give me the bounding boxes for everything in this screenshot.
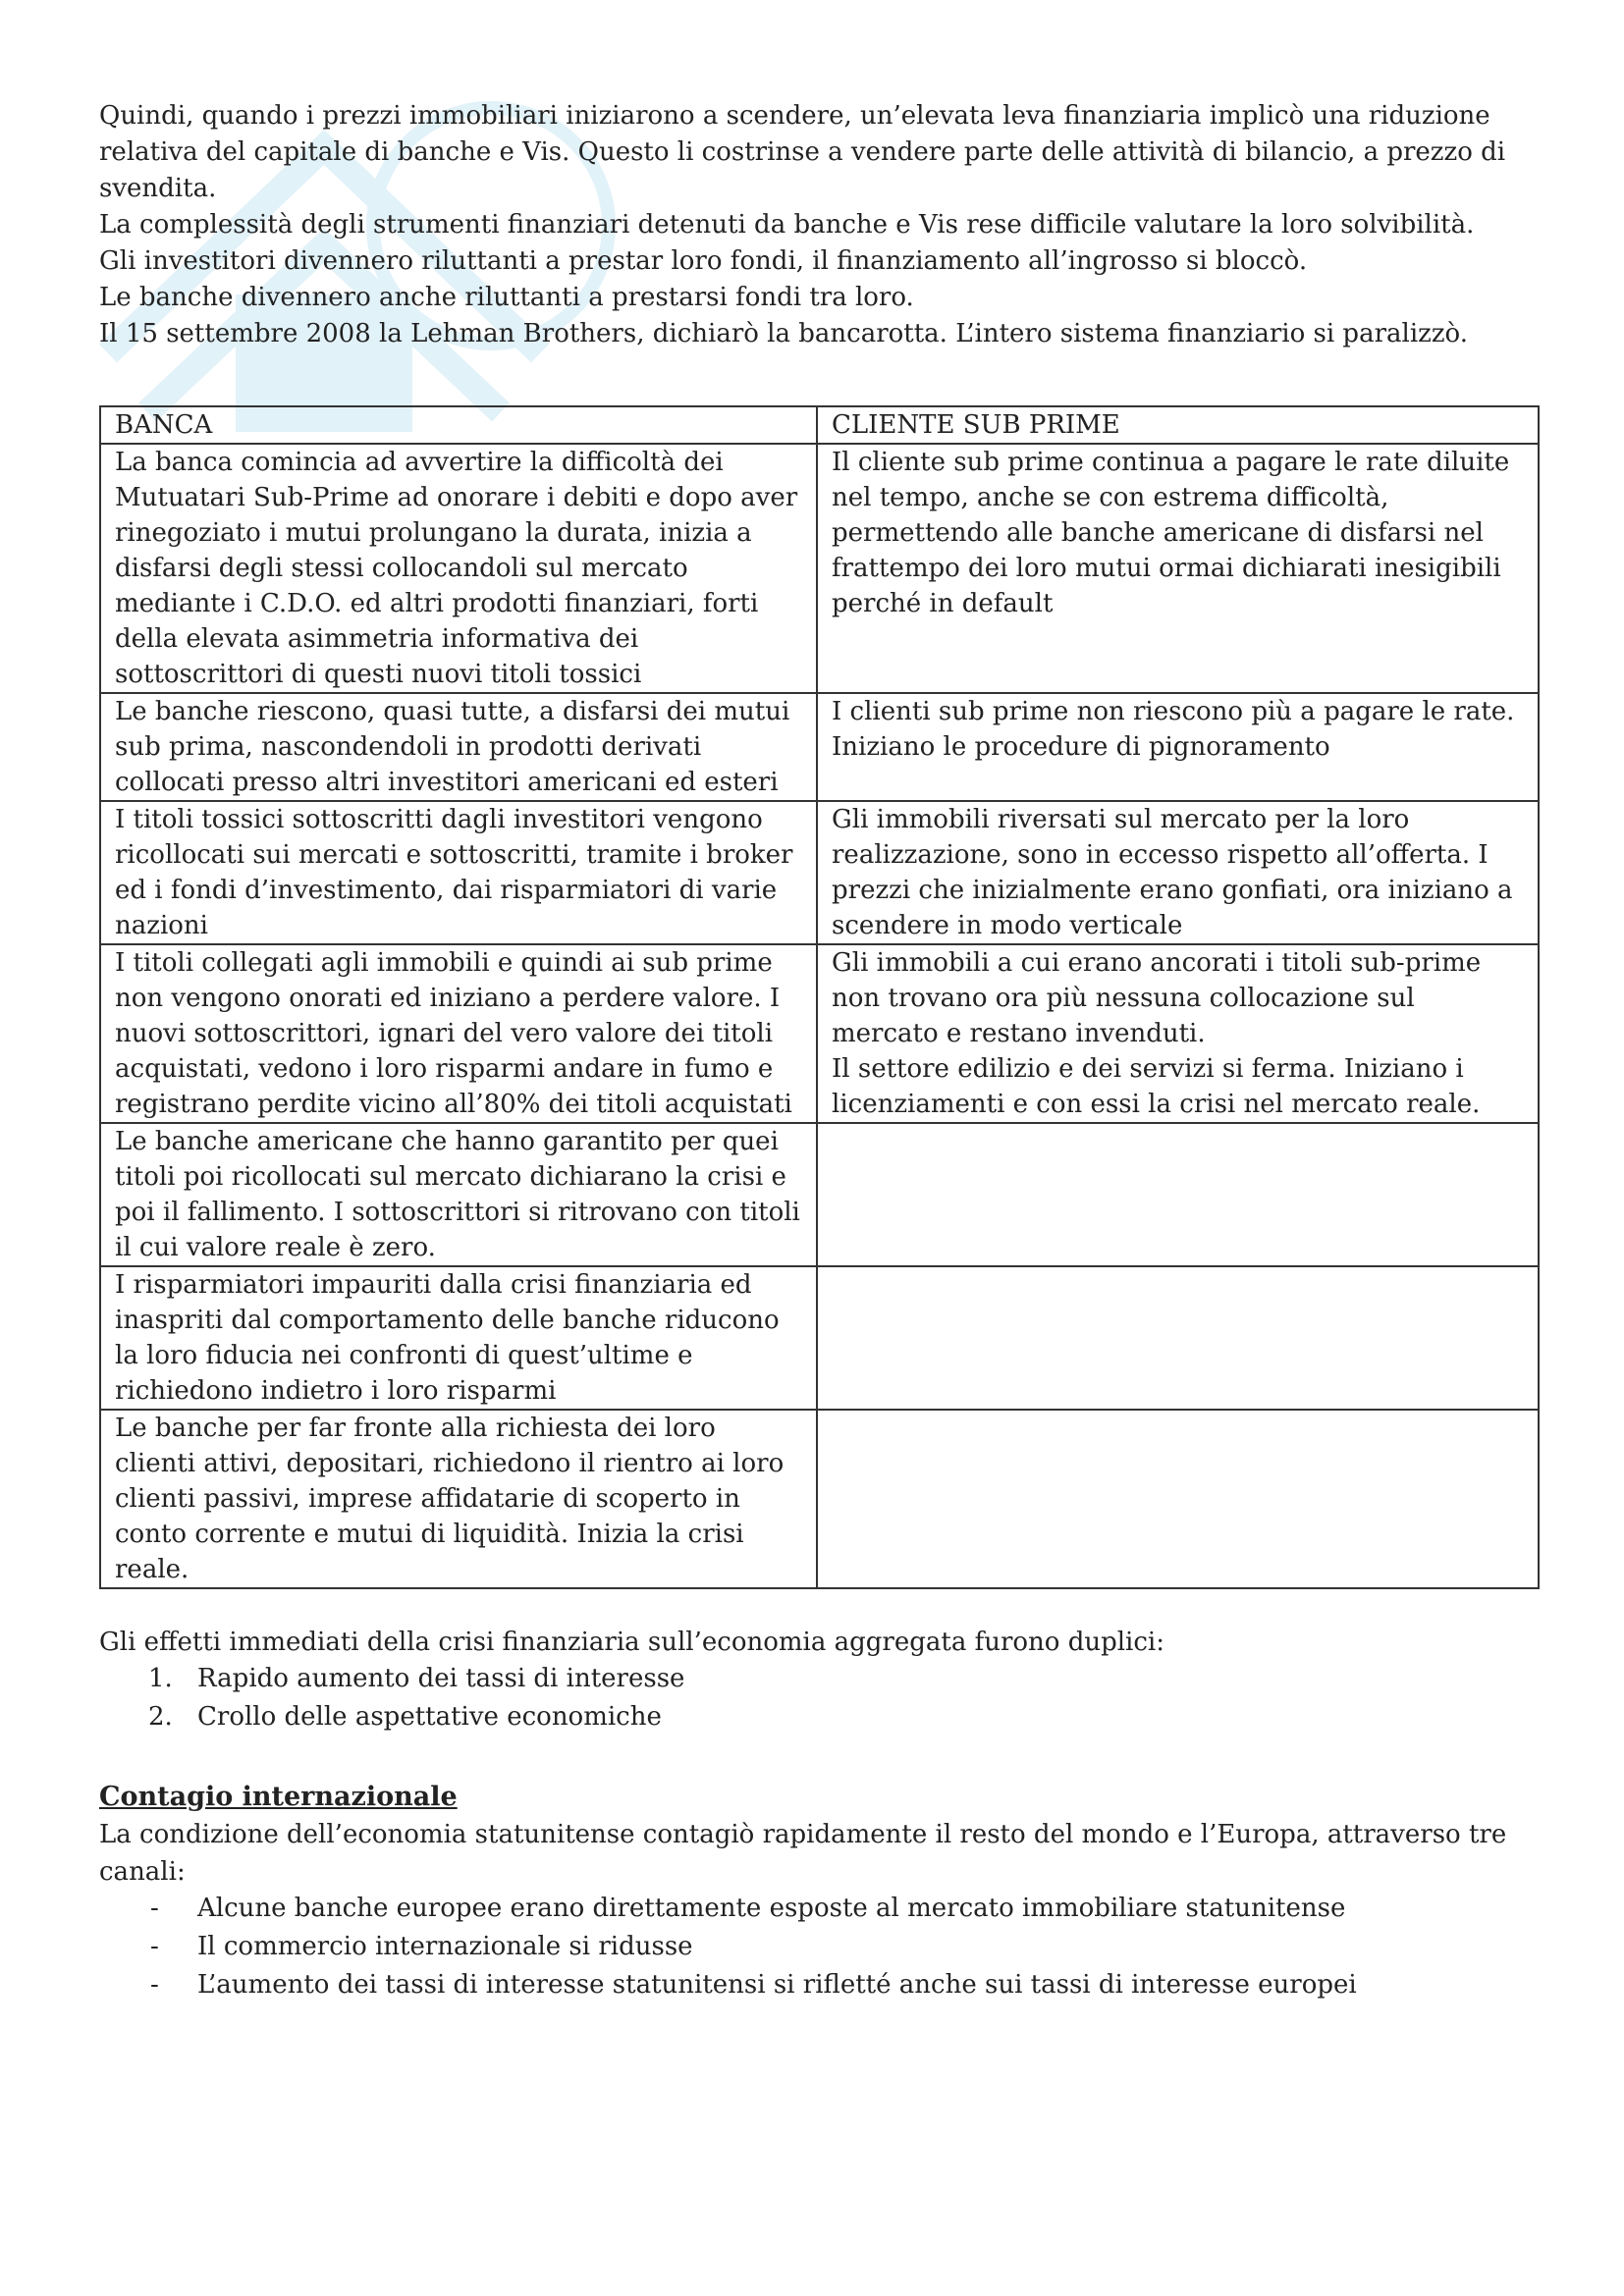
list-item-text: Rapido aumento dei tassi di interesse <box>197 1664 685 1693</box>
cell-cliente: Il cliente sub prime continua a pagare le rate diluite nel tempo, anche se con estrema difficoltà, permettendo alle banche americane di disfarsi nel frattempo dei loro mutui ormai dichiarati inesigibili perché in default <box>817 444 1539 693</box>
cell-banca: I risparmiatori impauriti dalla crisi finanziaria ed inaspriti dal comportamento delle banche riducono la loro fiducia nei confronti di quest’ultime e richiedono indietro i loro risparmi <box>100 1266 817 1410</box>
intro-paragraphs <box>99 98 1533 352</box>
table-row <box>100 693 1539 801</box>
comparison-table <box>99 405 1540 1589</box>
table-row <box>100 1266 1539 1410</box>
intro-paragraph: La complessità degli strumenti finanziari detenuti da banche e Vis rese difficile valutare la loro solvibilità. <box>99 210 1475 240</box>
header-cliente-sub-prime: CLIENTE SUB PRIME <box>817 406 1539 444</box>
cell-cliente <box>817 1266 1539 1410</box>
section-heading: Contagio internazionale <box>99 1782 458 1812</box>
list-item-text: Crollo delle aspettative economiche <box>197 1702 662 1732</box>
cell-banca: Le banche per far fronte alla richiesta dei loro clienti attivi, depositari, richiedono il rientro ai loro clienti passivi, imprese affidatarie di scoperto in conto corrente e mutui di liquidità. Inizia la crisi reale. <box>100 1410 817 1588</box>
cell-cliente: Gli immobili riversati sul mercato per la loro realizzazione, sono in eccesso rispetto all’offerta. I prezzi che inizialmente erano gonfiati, ora iniziano a scendere in modo verticale <box>817 801 1539 944</box>
list-item-text: Alcune banche europee erano direttamente esposte al mercato immobiliare statunitense <box>197 1894 1346 1923</box>
cell-banca: I titoli collegati agli immobili e quindi ai sub prime non vengono onorati ed iniziano a perdere valore. I nuovi sottoscrittori, ignari del vero valore dei titoli acquistati, vedono i loro risparmi andare in fumo e registrano perdite vicino all’80% dei titoli acquistati <box>100 944 817 1123</box>
cell-banca: I titoli tossici sottoscritti dagli investitori vengono ricollocati sui mercati e sottoscritti, tramite i broker ed i fondi d’investimento, dai risparmiatori di varie nazioni <box>100 801 817 944</box>
header-banca: BANCA <box>100 406 817 444</box>
contagio-section <box>99 1779 1533 2005</box>
effects-intro: Gli effetti immediati della crisi finanziaria sull’economia aggregata furono duplici: <box>99 1628 1164 1657</box>
dash-bullet: - <box>150 1894 159 1923</box>
cell-banca: Le banche riescono, quasi tutte, a disfarsi dei mutui sub prima, nascondendoli in prodotti derivati collocati presso altri investitori americani ed esteri <box>100 693 817 801</box>
table-header-row <box>100 406 1539 444</box>
list-item <box>99 1661 1533 1699</box>
cell-cliente: I clienti sub prime non riescono più a pagare le rate. Iniziano le procedure di pignoramento <box>817 693 1539 801</box>
list-item <box>99 1967 1533 2005</box>
intro-paragraph: Le banche divennero anche riluttanti a prestarsi fondi tra loro. <box>99 283 914 312</box>
cell-banca: Le banche americane che hanno garantito per quei titoli poi ricollocati sul mercato dichiarano la crisi e poi il fallimento. I sottoscrittori si ritrovano con titoli il cui valore reale è zero. <box>100 1123 817 1266</box>
intro-paragraph: Il 15 settembre 2008 la Lehman Brothers, dichiarò la bancarotta. L’intero sistema finanziario si paralizzò. <box>99 319 1468 348</box>
table-row <box>100 1410 1539 1588</box>
dash-bullet: - <box>150 1970 159 2000</box>
cell-cliente <box>817 1410 1539 1588</box>
list-number: 2. <box>148 1702 173 1732</box>
table-row <box>100 1123 1539 1266</box>
list-item <box>99 1891 1533 1929</box>
list-number: 1. <box>148 1664 173 1693</box>
cell-banca: La banca comincia ad avvertire la difficoltà dei Mutuatari Sub-Prime ad onorare i debiti e dopo aver rinegoziato i mutui prolungano la durata, inizia a disfarsi degli stessi collocandoli sul mercato mediante i C.D.O. ed altri prodotti finanziari, forti della elevata asimmetria informativa dei sottoscrittori di questi nuovi titoli tossici <box>100 444 817 693</box>
cell-cliente: Gli immobili a cui erano ancorati i titoli sub-prime non trovano ora più nessuna collocazione sul mercato e restano invenduti. Il settore edilizio e dei servizi si ferma. Iniziano i licenziamenti e con essi la crisi nel mercato reale. <box>817 944 1539 1123</box>
effects-section <box>99 1625 1533 1737</box>
effects-list <box>99 1661 1533 1737</box>
list-item-text: L’aumento dei tassi di interesse statunitensi si rifletté anche sui tassi di interesse europei <box>197 1970 1357 2000</box>
channels-list <box>99 1891 1533 2005</box>
list-item <box>99 1699 1533 1737</box>
intro-paragraph: Gli investitori divennero riluttanti a prestar loro fondi, il finanziamento all’ingrosso si bloccò. <box>99 246 1308 276</box>
cell-cliente <box>817 1123 1539 1266</box>
dash-bullet: - <box>150 1932 159 1961</box>
table-row <box>100 944 1539 1123</box>
intro-paragraph: Quindi, quando i prezzi immobiliari iniziarono a scendere, un’elevata leva finanziaria implicò una riduzione relativa del capitale di banche e Vis. Questo li costrinse a vendere parte delle attività di bilancio, a prezzo di svendita. <box>99 101 1506 203</box>
table-row <box>100 801 1539 944</box>
list-item-text: Il commercio internazionale si ridusse <box>197 1932 693 1961</box>
list-item <box>99 1929 1533 1967</box>
contagio-intro: La condizione dell’economia statunitense contagiò rapidamente il resto del mondo e l’Europa, attraverso tre canali: <box>99 1820 1507 1887</box>
table-row <box>100 444 1539 693</box>
